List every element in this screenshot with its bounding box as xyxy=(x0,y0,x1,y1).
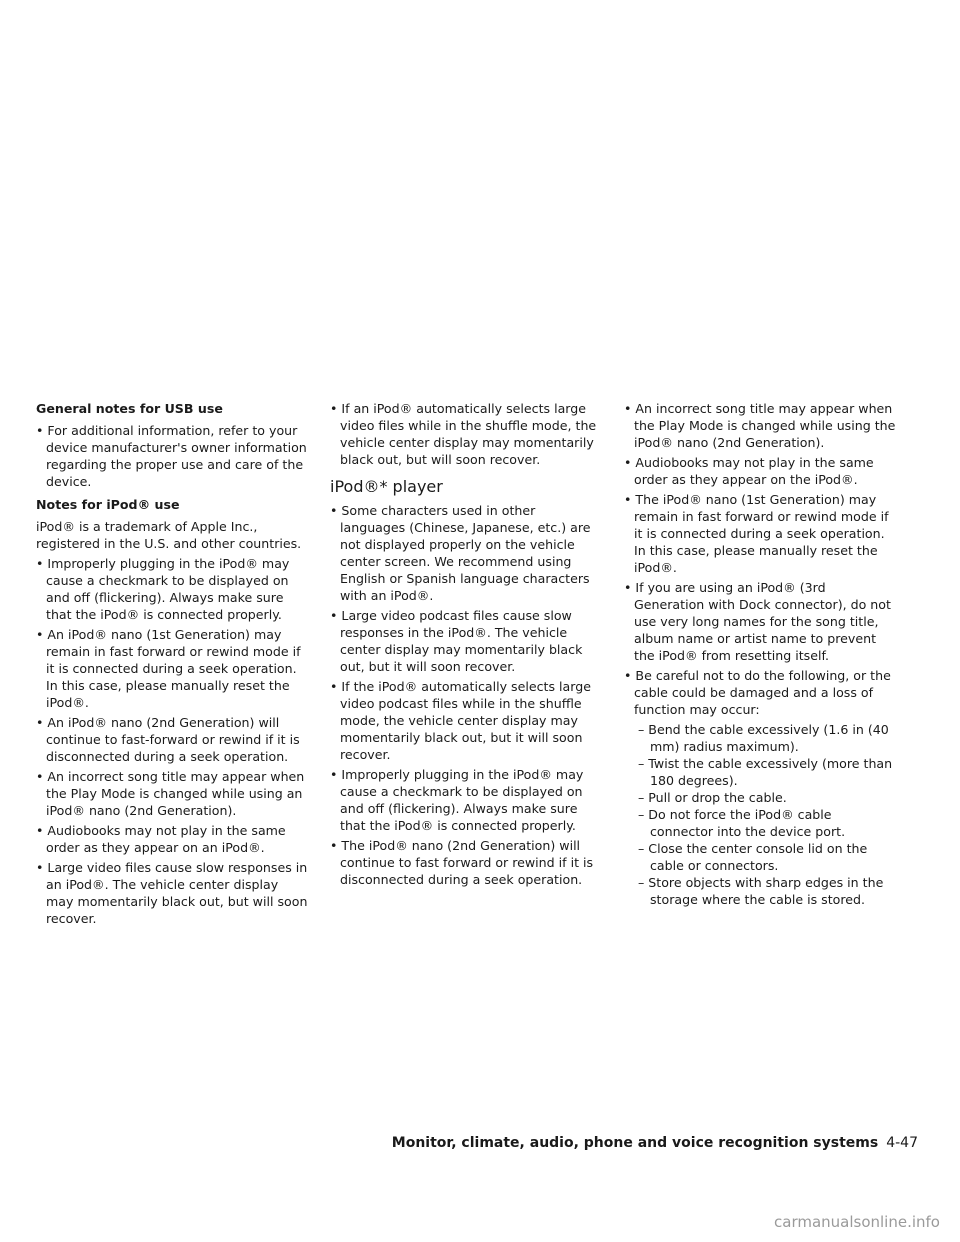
heading-ipod-notes: Notes for iPod® use xyxy=(36,497,180,512)
list-item: • An iPod® nano (2nd Generation) will continue to fast-forward or rewind if it is disconnected during a seek operation. xyxy=(36,715,300,764)
list-item: • The iPod® nano (1st Generation) may remain in fast forward or rewind mode if it is connected during a seek operation. In this case, please manually reset the iPod®. xyxy=(624,492,889,575)
heading-ipod-player: iPod®* player xyxy=(330,477,443,496)
sub-list-item: – Pull or drop the cable. xyxy=(638,790,787,805)
page-footer xyxy=(392,1135,918,1151)
section-title: Monitor, climate, audio, phone and voice recognition systems xyxy=(391,1135,879,1151)
column-1 xyxy=(36,400,308,930)
list-item: • If the iPod® automatically selects large video podcast files while in the shuffle mode, the vehicle center display may momentarily black out, but it will soon recover. xyxy=(330,679,591,762)
list-item: • Be careful not to do the following, or the cable could be damaged and a loss of function may occur: xyxy=(624,668,891,717)
ipod-trademark-paragraph: iPod® is a trademark of Apple Inc., registered in the U.S. and other countries. xyxy=(36,519,302,551)
list-item: • If an iPod® automatically selects large video files while in the shuffle mode, the vehicle center display may momentarily black out, but will soon recover. xyxy=(330,401,597,467)
column-2 xyxy=(330,400,602,891)
list-item: • If you are using an iPod® (3rd Generation with Dock connector), do not use very long names for the song title, album name or artist name to prevent the iPod® from resetting itself. xyxy=(624,580,891,663)
list-item: • The iPod® nano (2nd Generation) will continue to fast forward or rewind if it is disconnected during a seek operation. xyxy=(330,838,594,887)
page-number: 4-47 xyxy=(886,1135,918,1151)
list-item: • Audiobooks may not play in the same order as they appear on an iPod®. xyxy=(36,823,286,855)
list-item: • For additional information, refer to your device manufacturer's owner information regarding the proper use and care of the device. xyxy=(36,423,307,489)
list-item: • Improperly plugging in the iPod® may cause a checkmark to be displayed on and off (flickering). Always make sure that the iPod® is connected properly. xyxy=(330,767,584,833)
column-3 xyxy=(624,400,896,908)
watermark: carmanualsonline.info xyxy=(774,1213,940,1231)
sub-list-item: – Twist the cable excessively (more than 180 degrees). xyxy=(638,756,893,788)
sub-list-item: – Store objects with sharp edges in the storage where the cable is stored. xyxy=(638,875,884,907)
sub-list-item: – Close the center console lid on the cable or connectors. xyxy=(638,841,868,873)
list-item: • Large video podcast files cause slow responses in the iPod®. The vehicle center display may momentarily black out, but it will soon recover. xyxy=(330,608,583,674)
list-item: • Large video files cause slow responses in an iPod®. The vehicle center display may momentarily black out, but will soon recover. xyxy=(36,860,308,926)
list-item: • An iPod® nano (1st Generation) may remain in fast forward or rewind mode if it is connected during a seek operation. In this case, please manually reset the iPod®. xyxy=(36,627,301,710)
list-item: • Audiobooks may not play in the same order as they appear on the iPod®. xyxy=(624,455,874,487)
heading-usb-notes: General notes for USB use xyxy=(36,401,223,416)
list-item: • Some characters used in other languages (Chinese, Japanese, etc.) are not displayed properly on the vehicle center screen. We recommend using English or Spanish language characters with an iPod®. xyxy=(330,503,591,603)
sub-list-item: – Bend the cable excessively (1.6 in (40 mm) radius maximum). xyxy=(638,722,889,754)
list-item: • An incorrect song title may appear when the Play Mode is changed while using an iPod® nano (2nd Generation). xyxy=(36,769,305,818)
sub-list-item: – Do not force the iPod® cable connector into the device port. xyxy=(638,807,846,839)
list-item: • An incorrect song title may appear when the Play Mode is changed while using the iPod® nano (2nd Generation). xyxy=(624,401,896,450)
list-item: • Improperly plugging in the iPod® may cause a checkmark to be displayed on and off (flickering). Always make sure that the iPod® is connected properly. xyxy=(36,556,290,622)
